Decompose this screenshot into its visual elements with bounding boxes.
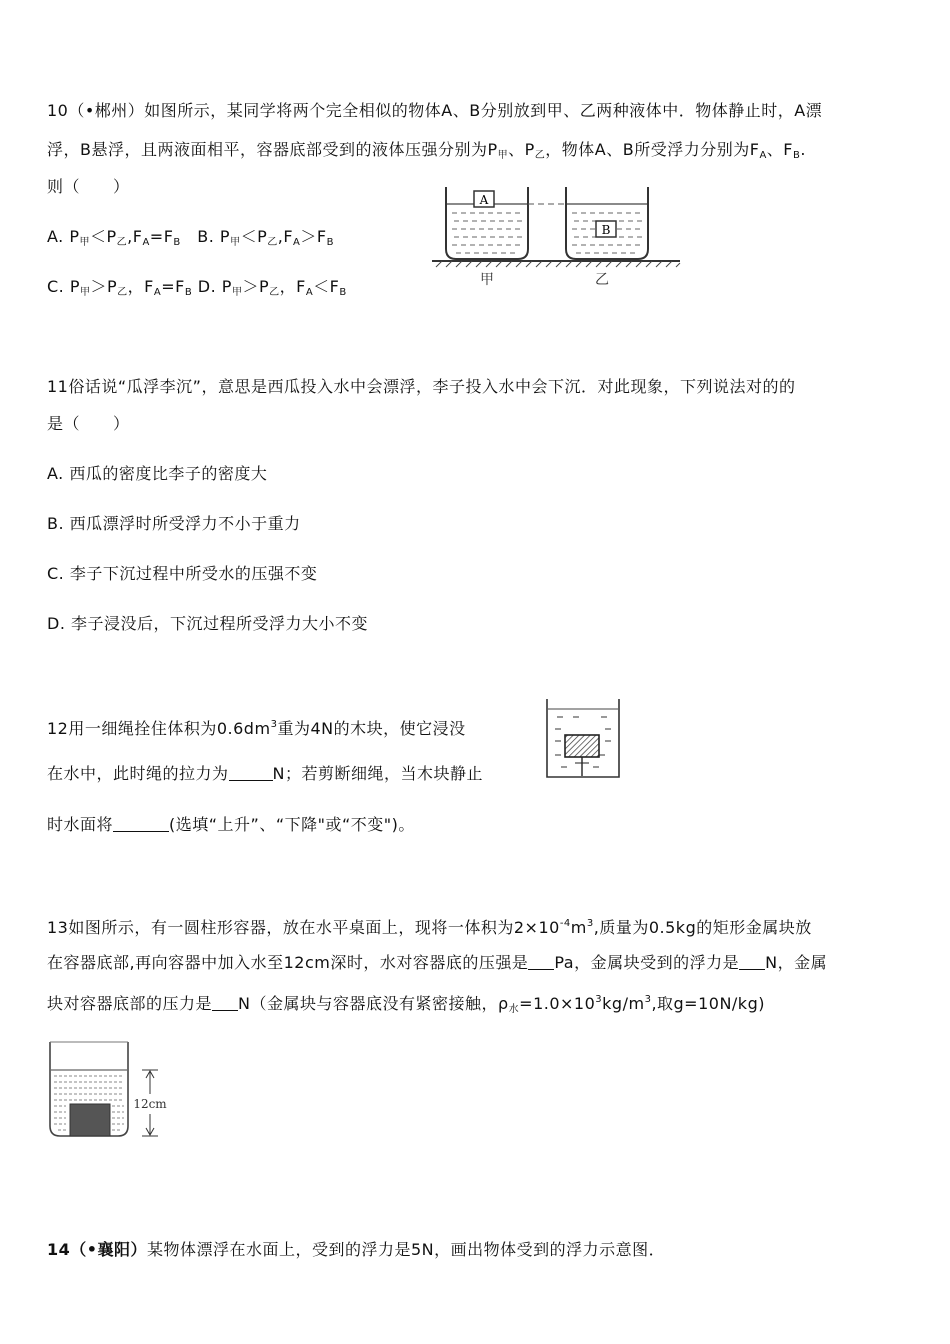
- q10-figure: [428, 183, 684, 293]
- q13-blank-force[interactable]: [212, 994, 238, 1011]
- q12-wood-block: [565, 735, 599, 757]
- q10-options-cd: C. $P_甲>P_乙$，$F_A=F_B$ D. $P_甲>P_乙$，$F_A<F_B$: [47, 277, 347, 298]
- q12-figure: [543, 697, 623, 781]
- q12-blank-tension[interactable]: [229, 764, 273, 781]
- q10-block-b-label: B: [601, 223, 611, 237]
- q13-line2: 在容器底部,再向容器中加入水至12cm深时，水对容器底的压强是 Pa，金属块受到的浮力是 N，金属: [47, 953, 828, 972]
- q13-blank-buoyancy[interactable]: [739, 953, 765, 970]
- q11-option-b: B. 西瓜漂浮时所受浮力不小于重力: [47, 514, 301, 533]
- q11-line1: 11俗话说“瓜浮李沉”，意思是西瓜投入水中会漂浮，李子投入水中会下沉．对此现象，下列说法对的的: [47, 377, 796, 396]
- q13-line3: 块对容器底部的压力是 N（金属块与容器底没有紧密接触，$\rho_水=1.0\times 10^3kg/m^3$,取g=10N/kg): [47, 994, 765, 1015]
- q13-metal-block: [70, 1104, 110, 1136]
- q13-figure: [46, 1040, 176, 1140]
- q10-line2: 浮，B悬浮，且两液面相平，容器底部受到的液体压强分别为$P_甲$、$P_乙$，物体A、B所受浮力分别为$F_A$、$F_B$.: [47, 140, 806, 161]
- q11-line2: 是（ ）: [47, 414, 130, 433]
- q10-label-jia: 甲: [480, 272, 494, 288]
- q10-block-a-label: A: [479, 193, 489, 207]
- q11-option-c: C. 李子下沉过程中所受水的压强不变: [47, 564, 318, 583]
- q12-line1: 12用一细绳拴住体积为$0.6dm^3$重为4N的木块，使它浸没: [47, 719, 466, 738]
- q13-line1: 13如图所示，有一圆柱形容器，放在水平桌面上，现将一体积为$2\times 10^{-4}m^3$,质量为0.5kg的矩形金属块放: [47, 918, 812, 937]
- q10-options-ab: A. $P_甲<P_乙,F_A=F_B$ B. $P_甲<P_乙,F_A>F_B$: [47, 227, 334, 248]
- q13-depth-label: 12cm: [133, 1097, 167, 1111]
- q13-blank-pressure[interactable]: [528, 953, 554, 970]
- q11-option-a: A. 西瓜的密度比李子的密度大: [47, 464, 268, 483]
- q12-line2: 在水中，此时绳的拉力为 N；若剪断细绳，当木块静止: [47, 764, 483, 783]
- q11-option-d: D. 李子浸没后，下沉过程所受浮力大小不变: [47, 614, 368, 633]
- q10-line1: 10（•郴州）如图所示，某同学将两个完全相似的物体A、B分别放到甲、乙两种液体中．物体静止时，A漂: [47, 101, 823, 120]
- q10-label-yi: 乙: [595, 272, 609, 288]
- q12-line3: 时水面将 (选填“上升”、“下降"或“不变")。: [47, 815, 415, 834]
- q14-line1: 14（•襄阳）某物体漂浮在水面上，受到的浮力是5N，画出物体受到的浮力示意图．: [47, 1240, 666, 1259]
- q12-blank-water-level[interactable]: [113, 815, 169, 832]
- q10-line3: 则（ ）: [47, 177, 130, 196]
